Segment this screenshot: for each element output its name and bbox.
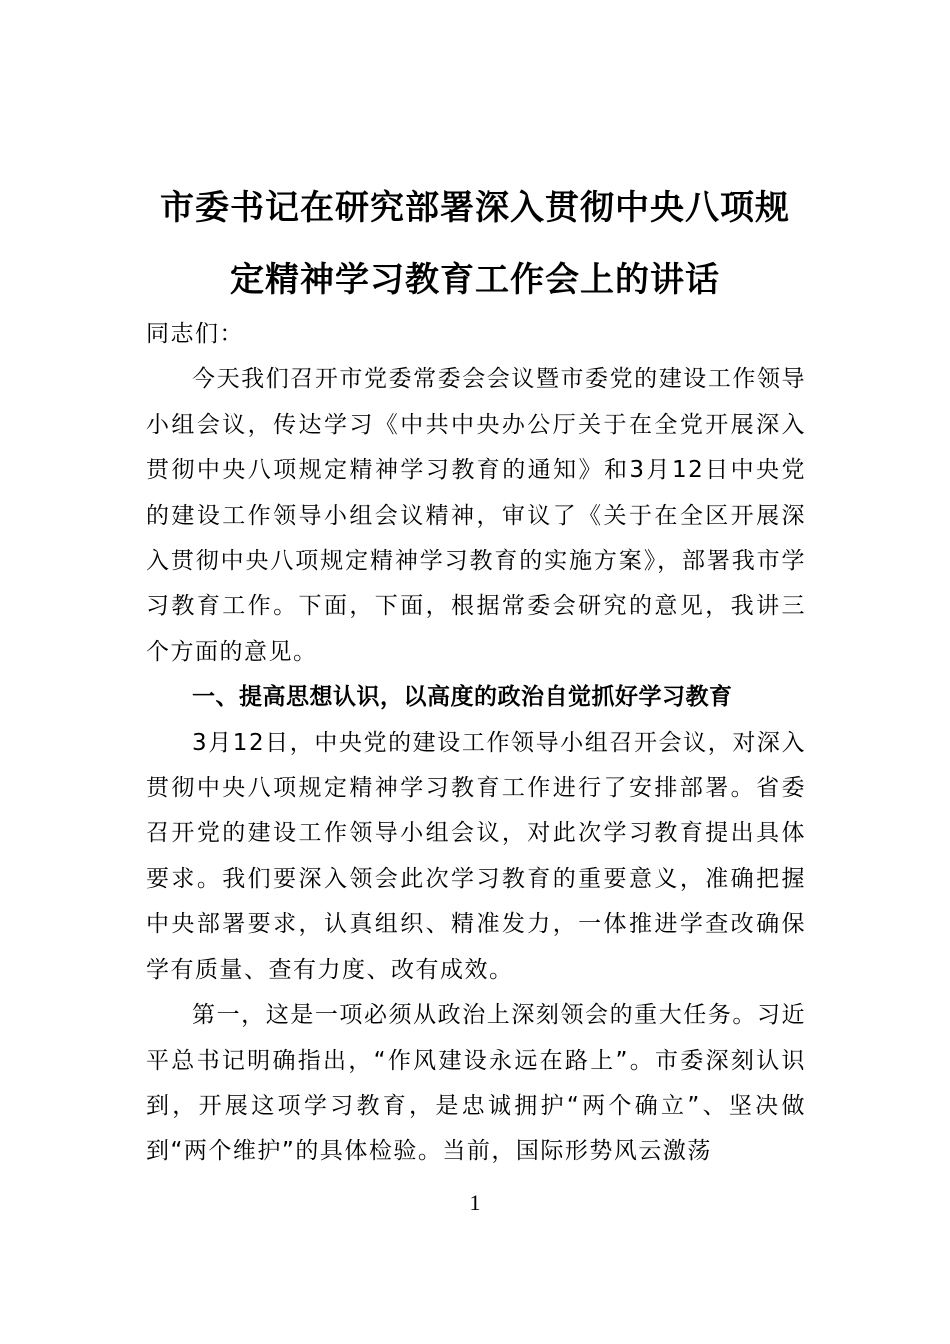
document-title [120, 172, 830, 316]
paragraph-section-1: 3月12日，中央党的建设工作领导小组召开会议，对深入贯彻中央八项规定精神学习教育工作进行了安排部署。省委召开党的建设工作领导小组会议，对此次学习教育提出具体要求。我们要深入领会此次学习教育的重要意义，准确把握中央部署要求，认真组织、精准发力，一体推进学查改确保学有质量、查有力度、改有成效。 [146, 729, 806, 983]
title-line-1: 市委书记在研究部署深入贯彻中央八项规 [160, 188, 790, 228]
document-body [146, 312, 806, 1175]
title-line-2: 定精神学习教育工作会上的讲话 [230, 260, 720, 300]
paragraph-intro: 今天我们召开市党委常委会会议暨市委党的建设工作领导小组会议，传达学习《中共中央办公厅关于在全党开展深入贯彻中央八项规定精神学习教育的通知》和3月12日中央党的建设工作领导小组会议精神，审议了《关于在全区开展深入贯彻中央八项规定精神学习教育的实施方案》，部署我市学习教育工作。下面，下面，根据常委会研究的意见，我讲三个方面的意见。 [146, 366, 806, 665]
page-number: 1 [469, 1190, 481, 1215]
section-heading-1: 一、提高思想认识，以高度的政治自觉抓好学习教育 [192, 684, 733, 711]
salutation: 同志们： [146, 321, 244, 347]
paragraph-first-point: 第一，这是一项必须从政治上深刻领会的重大任务。习近平总书记明确指出，“作风建设永远在路上”。市委深刻认识到，开展这项学习教育，是忠诚拥护“两个确立”、坚决做到“两个维护”的具体检验。当前，国际形势风云激荡 [146, 1002, 806, 1165]
